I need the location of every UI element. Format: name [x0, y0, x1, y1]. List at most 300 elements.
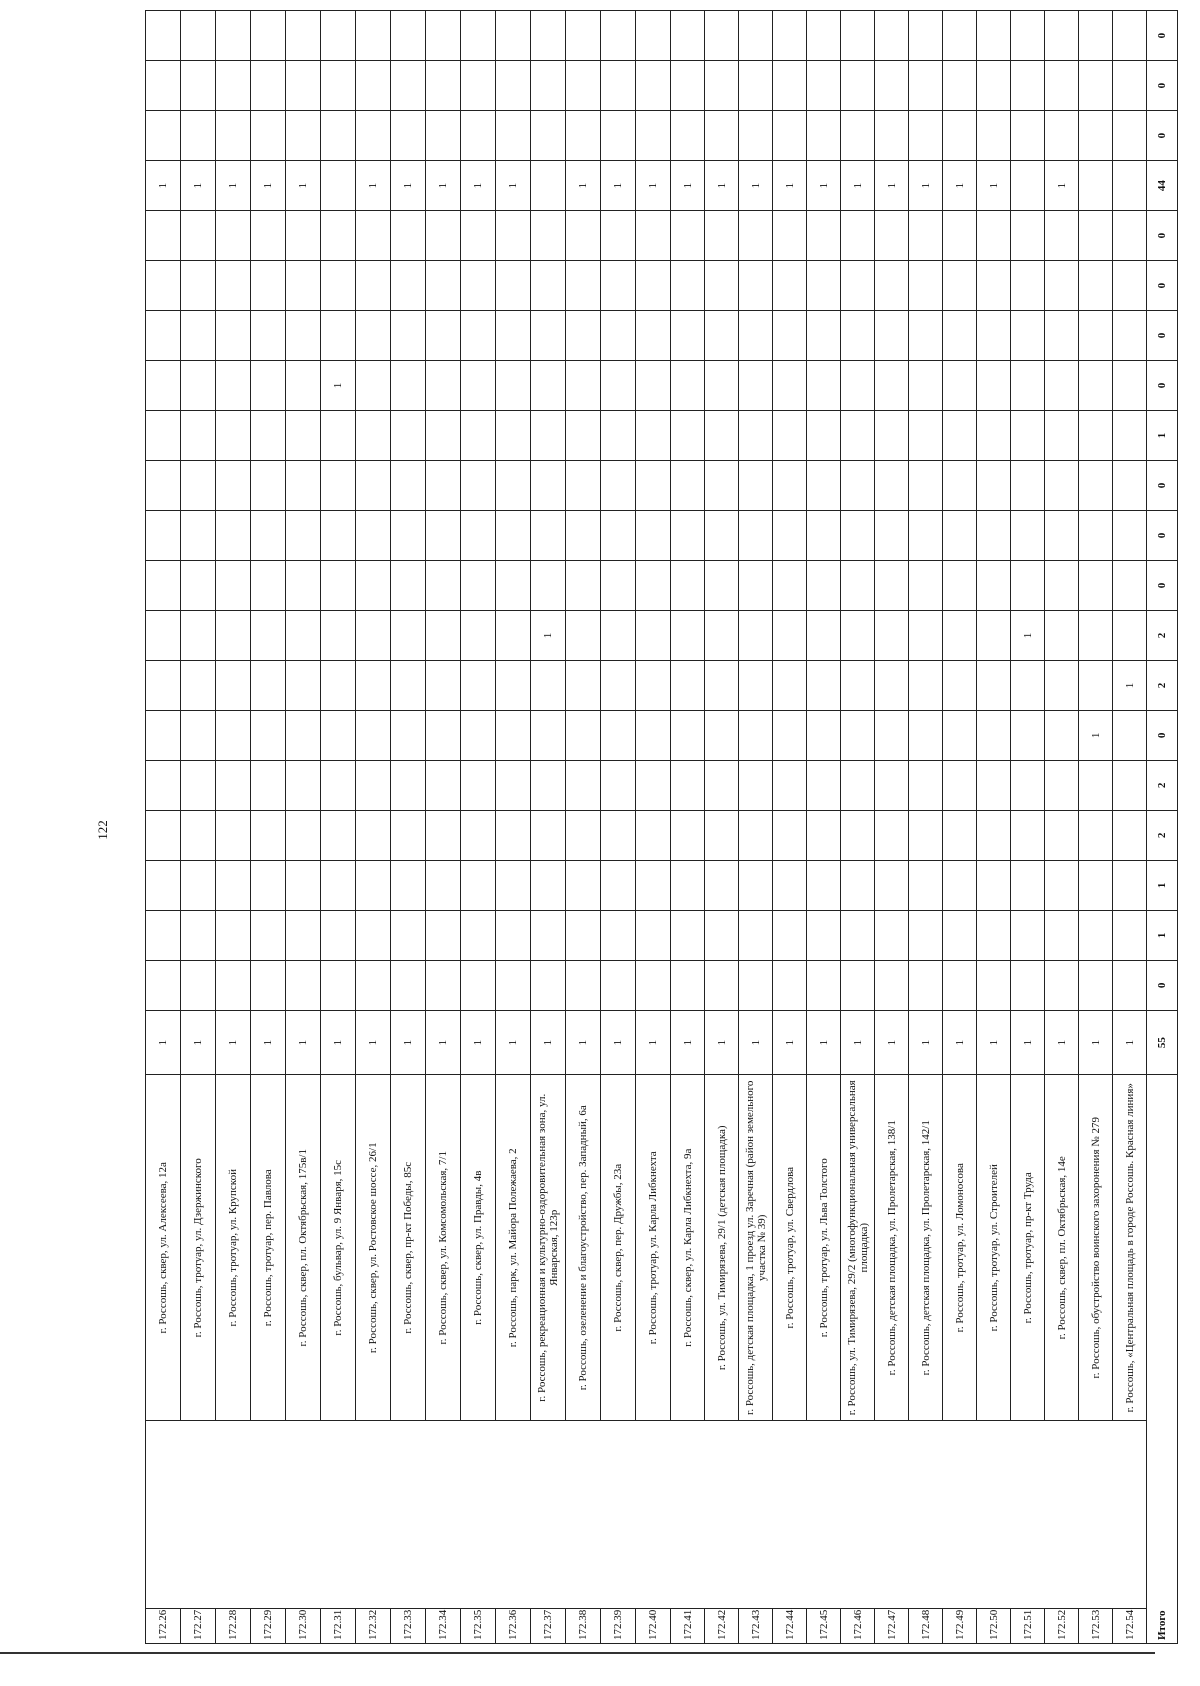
value-cell	[531, 510, 566, 560]
value-cell	[601, 411, 636, 461]
value-cell	[426, 860, 461, 910]
value-cell	[705, 461, 739, 511]
value-cell	[1113, 860, 1147, 910]
value-cell	[1079, 960, 1113, 1010]
value-cell	[705, 111, 739, 161]
value-cell	[531, 411, 566, 461]
value-cell	[1045, 660, 1079, 710]
value-cell	[739, 61, 773, 111]
value-cell	[391, 111, 426, 161]
value-cell	[321, 211, 356, 261]
value-cell	[391, 660, 426, 710]
value-cell	[531, 910, 566, 960]
value-cell: 1	[216, 161, 251, 211]
value-cell	[321, 560, 356, 610]
value-cell	[1045, 311, 1079, 361]
value-cell	[909, 411, 943, 461]
value-cell	[1045, 760, 1079, 810]
object-name: г. Россошь, парк, ул. Майора Полежаева, 2	[496, 1075, 531, 1421]
value-cell	[321, 111, 356, 161]
value-cell: 1	[461, 161, 496, 211]
data-table	[145, 10, 1178, 1644]
row-code: 172.42	[705, 1608, 739, 1643]
value-cell	[286, 311, 321, 361]
object-name: г. Россошь, обустройство воинского захоронения № 279	[1079, 1075, 1113, 1421]
value-cell	[531, 61, 566, 111]
value-cell	[356, 610, 391, 660]
value-cell	[977, 261, 1011, 311]
object-name: г. Россошь, сквер, пл. Октябрьская, 14е	[1045, 1075, 1079, 1421]
value-cell	[251, 411, 286, 461]
value-cell: 1	[1045, 1010, 1079, 1075]
value-cell	[426, 111, 461, 161]
value-cell	[601, 361, 636, 411]
value-cell	[773, 910, 807, 960]
total-value: 0	[1147, 510, 1178, 560]
total-value: 2	[1147, 610, 1178, 660]
value-cell	[566, 810, 601, 860]
row-code: 172.38	[566, 1608, 601, 1643]
value-cell	[356, 11, 391, 61]
value-cell: 1	[773, 1010, 807, 1075]
value-cell	[977, 660, 1011, 710]
value-cell	[461, 960, 496, 1010]
total-label: Итого	[1147, 1075, 1178, 1644]
value-cell: 1	[356, 1010, 391, 1075]
value-cell	[181, 860, 216, 910]
value-cell	[875, 61, 909, 111]
value-cell	[943, 361, 977, 411]
value-cell	[773, 11, 807, 61]
value-cell	[909, 61, 943, 111]
value-cell	[875, 211, 909, 261]
row-code: 172.54	[1113, 1608, 1147, 1643]
value-cell	[356, 910, 391, 960]
total-value: 0	[1147, 261, 1178, 311]
row-code: 172.47	[875, 1608, 909, 1643]
value-cell	[181, 461, 216, 511]
value-cell	[1011, 311, 1045, 361]
value-cell: 1	[496, 161, 531, 211]
value-cell	[146, 510, 181, 560]
value-cell	[391, 261, 426, 311]
value-cell	[426, 810, 461, 860]
value-cell	[977, 461, 1011, 511]
value-cell	[321, 11, 356, 61]
value-cell	[181, 760, 216, 810]
value-cell	[601, 211, 636, 261]
value-cell	[739, 461, 773, 511]
value-cell	[705, 361, 739, 411]
value-cell	[251, 910, 286, 960]
scan-edge-line	[0, 1652, 1155, 1654]
table-row	[356, 11, 391, 1644]
value-cell	[531, 660, 566, 710]
value-cell	[356, 760, 391, 810]
value-cell	[321, 261, 356, 311]
value-cell	[671, 660, 705, 710]
total-value: 0	[1147, 461, 1178, 511]
value-cell	[773, 860, 807, 910]
value-cell	[1113, 510, 1147, 560]
value-cell	[739, 311, 773, 361]
value-cell: 1	[1079, 1010, 1113, 1075]
value-cell	[875, 560, 909, 610]
value-cell	[1045, 960, 1079, 1010]
value-cell	[181, 710, 216, 760]
value-cell: 1	[1011, 1010, 1045, 1075]
value-cell: 1	[739, 161, 773, 211]
value-cell	[1011, 810, 1045, 860]
table-row	[216, 11, 251, 1644]
value-cell	[1045, 610, 1079, 660]
value-cell	[601, 960, 636, 1010]
object-name: г. Россошь, бульвар, ул. 9 Января, 15с	[321, 1075, 356, 1421]
value-cell: 1	[531, 610, 566, 660]
value-cell	[321, 161, 356, 211]
value-cell: 1	[841, 161, 875, 211]
value-cell	[426, 61, 461, 111]
object-name: г. Россошь, озеленение и благоустройство, пер. Западный, 6а	[566, 1075, 601, 1421]
value-cell	[1045, 710, 1079, 760]
total-value: 55	[1147, 1010, 1178, 1075]
value-cell	[841, 211, 875, 261]
value-cell	[773, 510, 807, 560]
value-cell	[1113, 261, 1147, 311]
value-cell	[286, 461, 321, 511]
value-cell	[909, 510, 943, 560]
value-cell: 1	[181, 1010, 216, 1075]
value-cell	[601, 610, 636, 660]
value-cell	[356, 660, 391, 710]
value-cell	[807, 660, 841, 710]
value-cell	[636, 461, 671, 511]
value-cell	[461, 111, 496, 161]
value-cell	[1045, 11, 1079, 61]
value-cell	[601, 760, 636, 810]
value-cell	[601, 111, 636, 161]
value-cell: 1	[286, 1010, 321, 1075]
value-cell	[977, 61, 1011, 111]
object-name: г. Россошь, тротуар, ул. Крупской	[216, 1075, 251, 1421]
table-row	[181, 11, 216, 1644]
value-cell	[1113, 161, 1147, 211]
value-cell	[146, 311, 181, 361]
value-cell	[841, 960, 875, 1010]
value-cell	[216, 810, 251, 860]
value-cell	[636, 510, 671, 560]
value-cell	[636, 610, 671, 660]
value-cell	[461, 610, 496, 660]
value-cell	[321, 860, 356, 910]
value-cell: 1	[146, 161, 181, 211]
value-cell	[977, 910, 1011, 960]
value-cell	[977, 760, 1011, 810]
value-cell: 1	[909, 1010, 943, 1075]
value-cell	[909, 211, 943, 261]
value-cell	[943, 810, 977, 860]
value-cell	[426, 461, 461, 511]
value-cell	[426, 910, 461, 960]
value-cell	[841, 810, 875, 860]
total-value: 0	[1147, 211, 1178, 261]
row-code: 172.39	[601, 1608, 636, 1643]
value-cell	[216, 960, 251, 1010]
value-cell	[566, 860, 601, 910]
value-cell	[566, 111, 601, 161]
value-cell	[1079, 461, 1113, 511]
value-cell	[601, 61, 636, 111]
row-code: 172.34	[426, 1608, 461, 1643]
value-cell	[146, 11, 181, 61]
value-cell	[496, 910, 531, 960]
value-cell	[286, 910, 321, 960]
value-cell: 1	[286, 161, 321, 211]
value-cell	[773, 111, 807, 161]
value-cell	[216, 560, 251, 610]
value-cell	[739, 510, 773, 560]
value-cell	[566, 311, 601, 361]
value-cell	[739, 560, 773, 610]
value-cell	[216, 710, 251, 760]
value-cell	[636, 361, 671, 411]
value-cell	[531, 960, 566, 1010]
value-cell	[461, 810, 496, 860]
value-cell	[773, 61, 807, 111]
value-cell	[1011, 111, 1045, 161]
value-cell	[773, 960, 807, 1010]
value-cell	[705, 660, 739, 710]
value-cell	[909, 361, 943, 411]
value-cell	[566, 11, 601, 61]
table-row	[875, 11, 909, 1644]
value-cell	[391, 61, 426, 111]
value-cell	[1113, 960, 1147, 1010]
value-cell	[496, 11, 531, 61]
value-cell	[671, 361, 705, 411]
value-cell	[286, 11, 321, 61]
value-cell	[841, 261, 875, 311]
table-row	[1079, 11, 1113, 1644]
value-cell	[807, 61, 841, 111]
value-cell	[321, 710, 356, 760]
value-cell	[461, 211, 496, 261]
value-cell	[426, 760, 461, 810]
value-cell	[1079, 860, 1113, 910]
value-cell	[496, 710, 531, 760]
value-cell	[943, 710, 977, 760]
value-cell	[705, 610, 739, 660]
value-cell	[943, 11, 977, 61]
value-cell	[636, 311, 671, 361]
value-cell	[216, 860, 251, 910]
value-cell	[977, 860, 1011, 910]
value-cell	[321, 660, 356, 710]
value-cell	[321, 411, 356, 461]
value-cell	[251, 11, 286, 61]
value-cell	[909, 760, 943, 810]
value-cell	[601, 910, 636, 960]
value-cell	[251, 261, 286, 311]
value-cell	[531, 710, 566, 760]
value-cell	[1011, 910, 1045, 960]
value-cell	[146, 361, 181, 411]
value-cell	[566, 461, 601, 511]
value-cell	[943, 610, 977, 660]
table-row	[461, 11, 496, 1644]
value-cell	[705, 960, 739, 1010]
table-row	[977, 11, 1011, 1644]
value-cell	[943, 311, 977, 361]
value-cell	[251, 710, 286, 760]
table-row	[636, 11, 671, 1644]
value-cell: 1	[146, 1010, 181, 1075]
object-name: г. Россошь, «Центральная площадь в городе Россошь. Красная линия»	[1113, 1075, 1147, 1421]
value-cell	[1079, 610, 1113, 660]
value-cell	[216, 910, 251, 960]
value-cell	[496, 261, 531, 311]
value-cell	[909, 461, 943, 511]
value-cell	[146, 111, 181, 161]
value-cell	[251, 361, 286, 411]
row-code: 172.46	[841, 1608, 875, 1643]
value-cell	[426, 211, 461, 261]
value-cell	[286, 111, 321, 161]
value-cell	[875, 261, 909, 311]
table-row	[531, 11, 566, 1644]
value-cell: 1	[807, 161, 841, 211]
value-cell: 1	[875, 1010, 909, 1075]
value-cell	[705, 261, 739, 311]
value-cell	[496, 810, 531, 860]
value-cell	[807, 610, 841, 660]
value-cell	[461, 311, 496, 361]
value-cell	[566, 760, 601, 810]
value-cell	[146, 710, 181, 760]
value-cell: 1	[705, 161, 739, 211]
row-code: 172.29	[251, 1608, 286, 1643]
value-cell	[909, 610, 943, 660]
value-cell	[426, 411, 461, 461]
value-cell	[566, 560, 601, 610]
value-cell	[1113, 560, 1147, 610]
total-value: 2	[1147, 760, 1178, 810]
value-cell	[875, 910, 909, 960]
value-cell	[1113, 610, 1147, 660]
value-cell	[1113, 910, 1147, 960]
value-cell	[391, 860, 426, 910]
value-cell: 1	[636, 1010, 671, 1075]
value-cell	[1113, 61, 1147, 111]
value-cell	[841, 111, 875, 161]
value-cell	[601, 510, 636, 560]
value-cell	[566, 211, 601, 261]
table-row	[496, 11, 531, 1644]
value-cell	[356, 411, 391, 461]
value-cell	[841, 61, 875, 111]
value-cell	[1045, 810, 1079, 860]
value-cell	[426, 660, 461, 710]
value-cell	[773, 211, 807, 261]
value-cell	[671, 610, 705, 660]
value-cell: 1	[1011, 610, 1045, 660]
object-name: г. Россошь, сквер, ул. Комсомольская, 7/1	[426, 1075, 461, 1421]
value-cell	[146, 810, 181, 860]
value-cell	[181, 960, 216, 1010]
value-cell	[321, 461, 356, 511]
value-cell	[807, 311, 841, 361]
row-code: 172.48	[909, 1608, 943, 1643]
value-cell	[461, 660, 496, 710]
value-cell	[909, 960, 943, 1010]
value-cell	[977, 311, 1011, 361]
value-cell	[773, 261, 807, 311]
value-cell	[705, 311, 739, 361]
value-cell	[739, 660, 773, 710]
value-cell	[705, 760, 739, 810]
value-cell	[1011, 510, 1045, 560]
value-cell	[875, 11, 909, 61]
value-cell	[909, 860, 943, 910]
value-cell	[496, 361, 531, 411]
value-cell	[251, 610, 286, 660]
value-cell	[216, 211, 251, 261]
value-cell	[943, 211, 977, 261]
table-row	[566, 11, 601, 1644]
value-cell	[496, 960, 531, 1010]
value-cell	[739, 261, 773, 311]
value-cell	[216, 111, 251, 161]
value-cell	[636, 960, 671, 1010]
value-cell	[356, 510, 391, 560]
value-cell	[943, 411, 977, 461]
value-cell	[1113, 111, 1147, 161]
value-cell	[739, 610, 773, 660]
object-name: г. Россошь, сквер, ул. Правды, 4в	[461, 1075, 496, 1421]
value-cell: 1	[1113, 1010, 1147, 1075]
value-cell	[461, 710, 496, 760]
value-cell	[943, 760, 977, 810]
value-cell	[671, 461, 705, 511]
value-cell	[1011, 760, 1045, 810]
value-cell	[286, 510, 321, 560]
value-cell	[1045, 211, 1079, 261]
value-cell	[841, 11, 875, 61]
value-cell	[1011, 710, 1045, 760]
value-cell	[251, 111, 286, 161]
value-cell	[841, 411, 875, 461]
value-cell	[391, 361, 426, 411]
row-code: 172.37	[531, 1608, 566, 1643]
value-cell	[807, 560, 841, 610]
row-code: 172.30	[286, 1608, 321, 1643]
value-cell	[251, 860, 286, 910]
value-cell	[251, 960, 286, 1010]
value-cell	[739, 860, 773, 910]
value-cell	[251, 810, 286, 860]
value-cell	[841, 361, 875, 411]
value-cell	[636, 261, 671, 311]
total-value: 0	[1147, 361, 1178, 411]
value-cell	[356, 111, 391, 161]
value-cell: 1	[181, 161, 216, 211]
value-cell	[636, 710, 671, 760]
value-cell	[426, 710, 461, 760]
value-cell	[705, 11, 739, 61]
table-row	[705, 11, 739, 1644]
value-cell	[807, 810, 841, 860]
value-cell	[531, 161, 566, 211]
